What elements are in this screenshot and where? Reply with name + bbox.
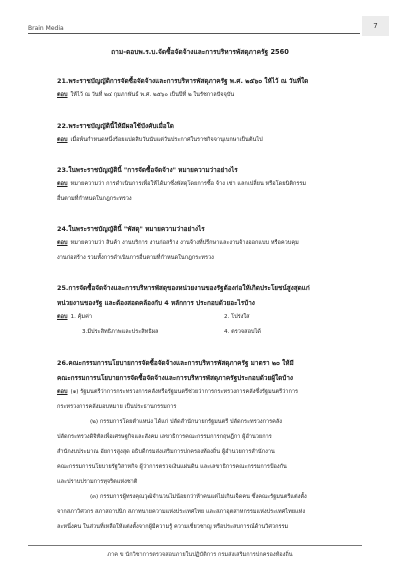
answer-21: [57, 91, 234, 99]
answer-label: ตอบ: [57, 389, 68, 395]
para3-line-3: ละหนึ่งคน ในส่วนที่เหลือให้แต่งตั้งจากผู้มีความรู้ ความเชี่ยวชาญ หรือประสบการณ์ด้านวิศวกรรม: [57, 524, 289, 530]
para2-line-1: (๒) กรรมการโดยตำแหน่ง ได้แก่ ปลัดสำนักนายกรัฐมนตรี ปลัดกระทรวงการคลัง: [90, 419, 283, 425]
answer-text: หมายความว่า การดำเนินการเพื่อให้ได้มาซึ่งพัสดุโดยการซื้อ จ้าง เช่า แลกเปลี่ยน หรือโดยนิติกรรม: [70, 181, 307, 187]
answer-label: ตอบ: [57, 181, 68, 187]
answer-24-line-2: งานก่อสร้าง รวมทั้งการดำเนินการอื่นตามที่กำหนดในกฎกระทรวง: [57, 255, 214, 261]
question-23: 23.ในพระราชบัญญัตินี้ "การจัดซื้อจัดจ้าง" หมายความว่าอย่างไร: [57, 166, 238, 174]
para2-line-4: คณะกรรมการนโยบายรัฐวิสาหกิจ ผู้ว่าการตรวจเงินแผ่นดิน และเลขาธิการคณะกรรมการป้องกัน: [57, 464, 287, 470]
question-25-line-1: 25.การจัดซื้อจัดจ้างและการบริหารพัสดุของหน่วยงานของรัฐต้องก่อให้เกิดประโยชน์สูงสุดแก่: [57, 284, 310, 292]
answer-text: เมื่อพ้นกำหนดหนึ่งร้อยแปดสิบวันนับแต่วันประกาศในราชกิจจานุเบกษาเป็นต้นไป: [70, 137, 263, 143]
answer-label: ตอบ: [57, 92, 68, 98]
option-3: 3.มีประสิทธิภาพและประสิทธิผล: [82, 329, 159, 335]
document-title: ถาม-ตอบพ.ร.บ.จัดซื้อจัดจ้างและการบริหารพัสดุภาครัฐ 2560: [111, 48, 289, 56]
question-21: 21.พระราชบัญญัติการจัดซื้อจัดจ้างและการบริหารพัสดุภาครัฐ พ.ศ. ๒๕๖๐ ให้ไว้ ณ วันที่ใด: [57, 77, 309, 85]
option-4: 4. ตรวจสอบได้: [224, 329, 261, 335]
footer-text: ภาค ข นักวิชาการตรวจสอบภายในปฏิบัติการ กรมส่งเสริมการปกครองท้องถิ่น: [107, 552, 293, 558]
answer-label: ตอบ: [57, 240, 68, 246]
para3-line-2: จากสภาวิศวกร สภาสถาปนิก สภาทนายความแห่งประเทศไทย และสภาอุตสาหกรรมแห่งประเทศไทยแห่ง: [57, 509, 306, 515]
question-25-line-2: หน่วยงานของรัฐ และต้องสอดคล้องกับ 4 หลักการ ประกอบด้วยอะไรบ้าง: [57, 299, 255, 307]
para2-line-2: ปลัดกระทรวงดิจิทัลเพื่อเศรษฐกิจและสังคม เลขาธิการคณะกรรมการกฤษฎีกา ผู้อำนวยการ: [57, 434, 272, 440]
question-22: 22.พระราชบัญญัตินี้ให้มีผลใช้บังคับเมื่อใด: [57, 122, 174, 130]
para3-line-1: (๓) กรรมการผู้ทรงคุณวุฒิจำนวนไม่น้อยกว่าห้าคนแต่ไม่เกินเจ็ดคน ซึ่งคณะรัฐมนตรีแต่งตั้ง: [90, 494, 307, 500]
option-1: 1. คุ้มค่า: [70, 314, 92, 320]
answer-24-line-1: [57, 239, 299, 247]
answer-label: ตอบ: [57, 314, 68, 320]
page-number: 7: [362, 16, 389, 36]
header-divider: [28, 33, 360, 34]
header-brand: Brain Media: [28, 25, 64, 32]
answer-23-line-1: [57, 180, 306, 188]
question-24: 24.ในพระราชบัญญัตินี้ "พัสดุ" หมายความว่าอย่างไร: [57, 225, 205, 233]
answer-text: หมายความว่า สินค้า งานบริการ งานก่อสร้าง งานจ้างที่ปรึกษาและงานจ้างออกแบบ หรือควบคุม: [70, 240, 299, 246]
question-26-line-2: คณะกรรมการนโยบายการจัดซื้อจัดจ้างและการบริหารพัสดุภาครัฐประกอบด้วยผู้ใดบ้าง: [57, 374, 294, 382]
answer-26-line-2: กระทรวงการคลังมอบหมาย เป็นประธานกรรมการ: [57, 404, 177, 410]
answer-22: [57, 136, 263, 144]
answer-text: (๑) รัฐมนตรีว่าการกระทรวงการคลังหรือรัฐมนตรีช่วยว่าการกระทรวงการคลังซึ่งรัฐมนตรีว่าการ: [70, 389, 298, 395]
question-26-line-1: 26.คณะกรรมการนโยบายการจัดซื้อจัดจ้างและการบริหารพัสดุภาครัฐ มาตรา ๒๐ ให้มี: [57, 359, 294, 367]
answer-23-line-2: อื่นตามที่กำหนดในกฎกระทรวง: [57, 196, 132, 202]
para2-line-5: และปราบปรามการทุจริตแห่งชาติ: [57, 479, 138, 485]
answer-label: ตอบ: [57, 137, 68, 143]
answer-text: ให้ไว้ ณ วันที่ ๒๔ กุมภาพันธ์ พ.ศ. ๒๕๖๐ เป็นปีที่ ๒ ในรัชกาลปัจจุบัน: [70, 92, 235, 98]
footer-divider: [28, 545, 362, 546]
option-2: 2. โปร่งใส: [224, 314, 250, 320]
para2-line-3: สำนักงบประมาณ อัยการสูงสุด อธิบดีกรมส่งเสริมการปกครองท้องถิ่น ผู้อำนวยการสำนักงาน: [57, 449, 275, 455]
answer-25: [57, 313, 92, 321]
answer-26-line-1: [57, 388, 298, 396]
